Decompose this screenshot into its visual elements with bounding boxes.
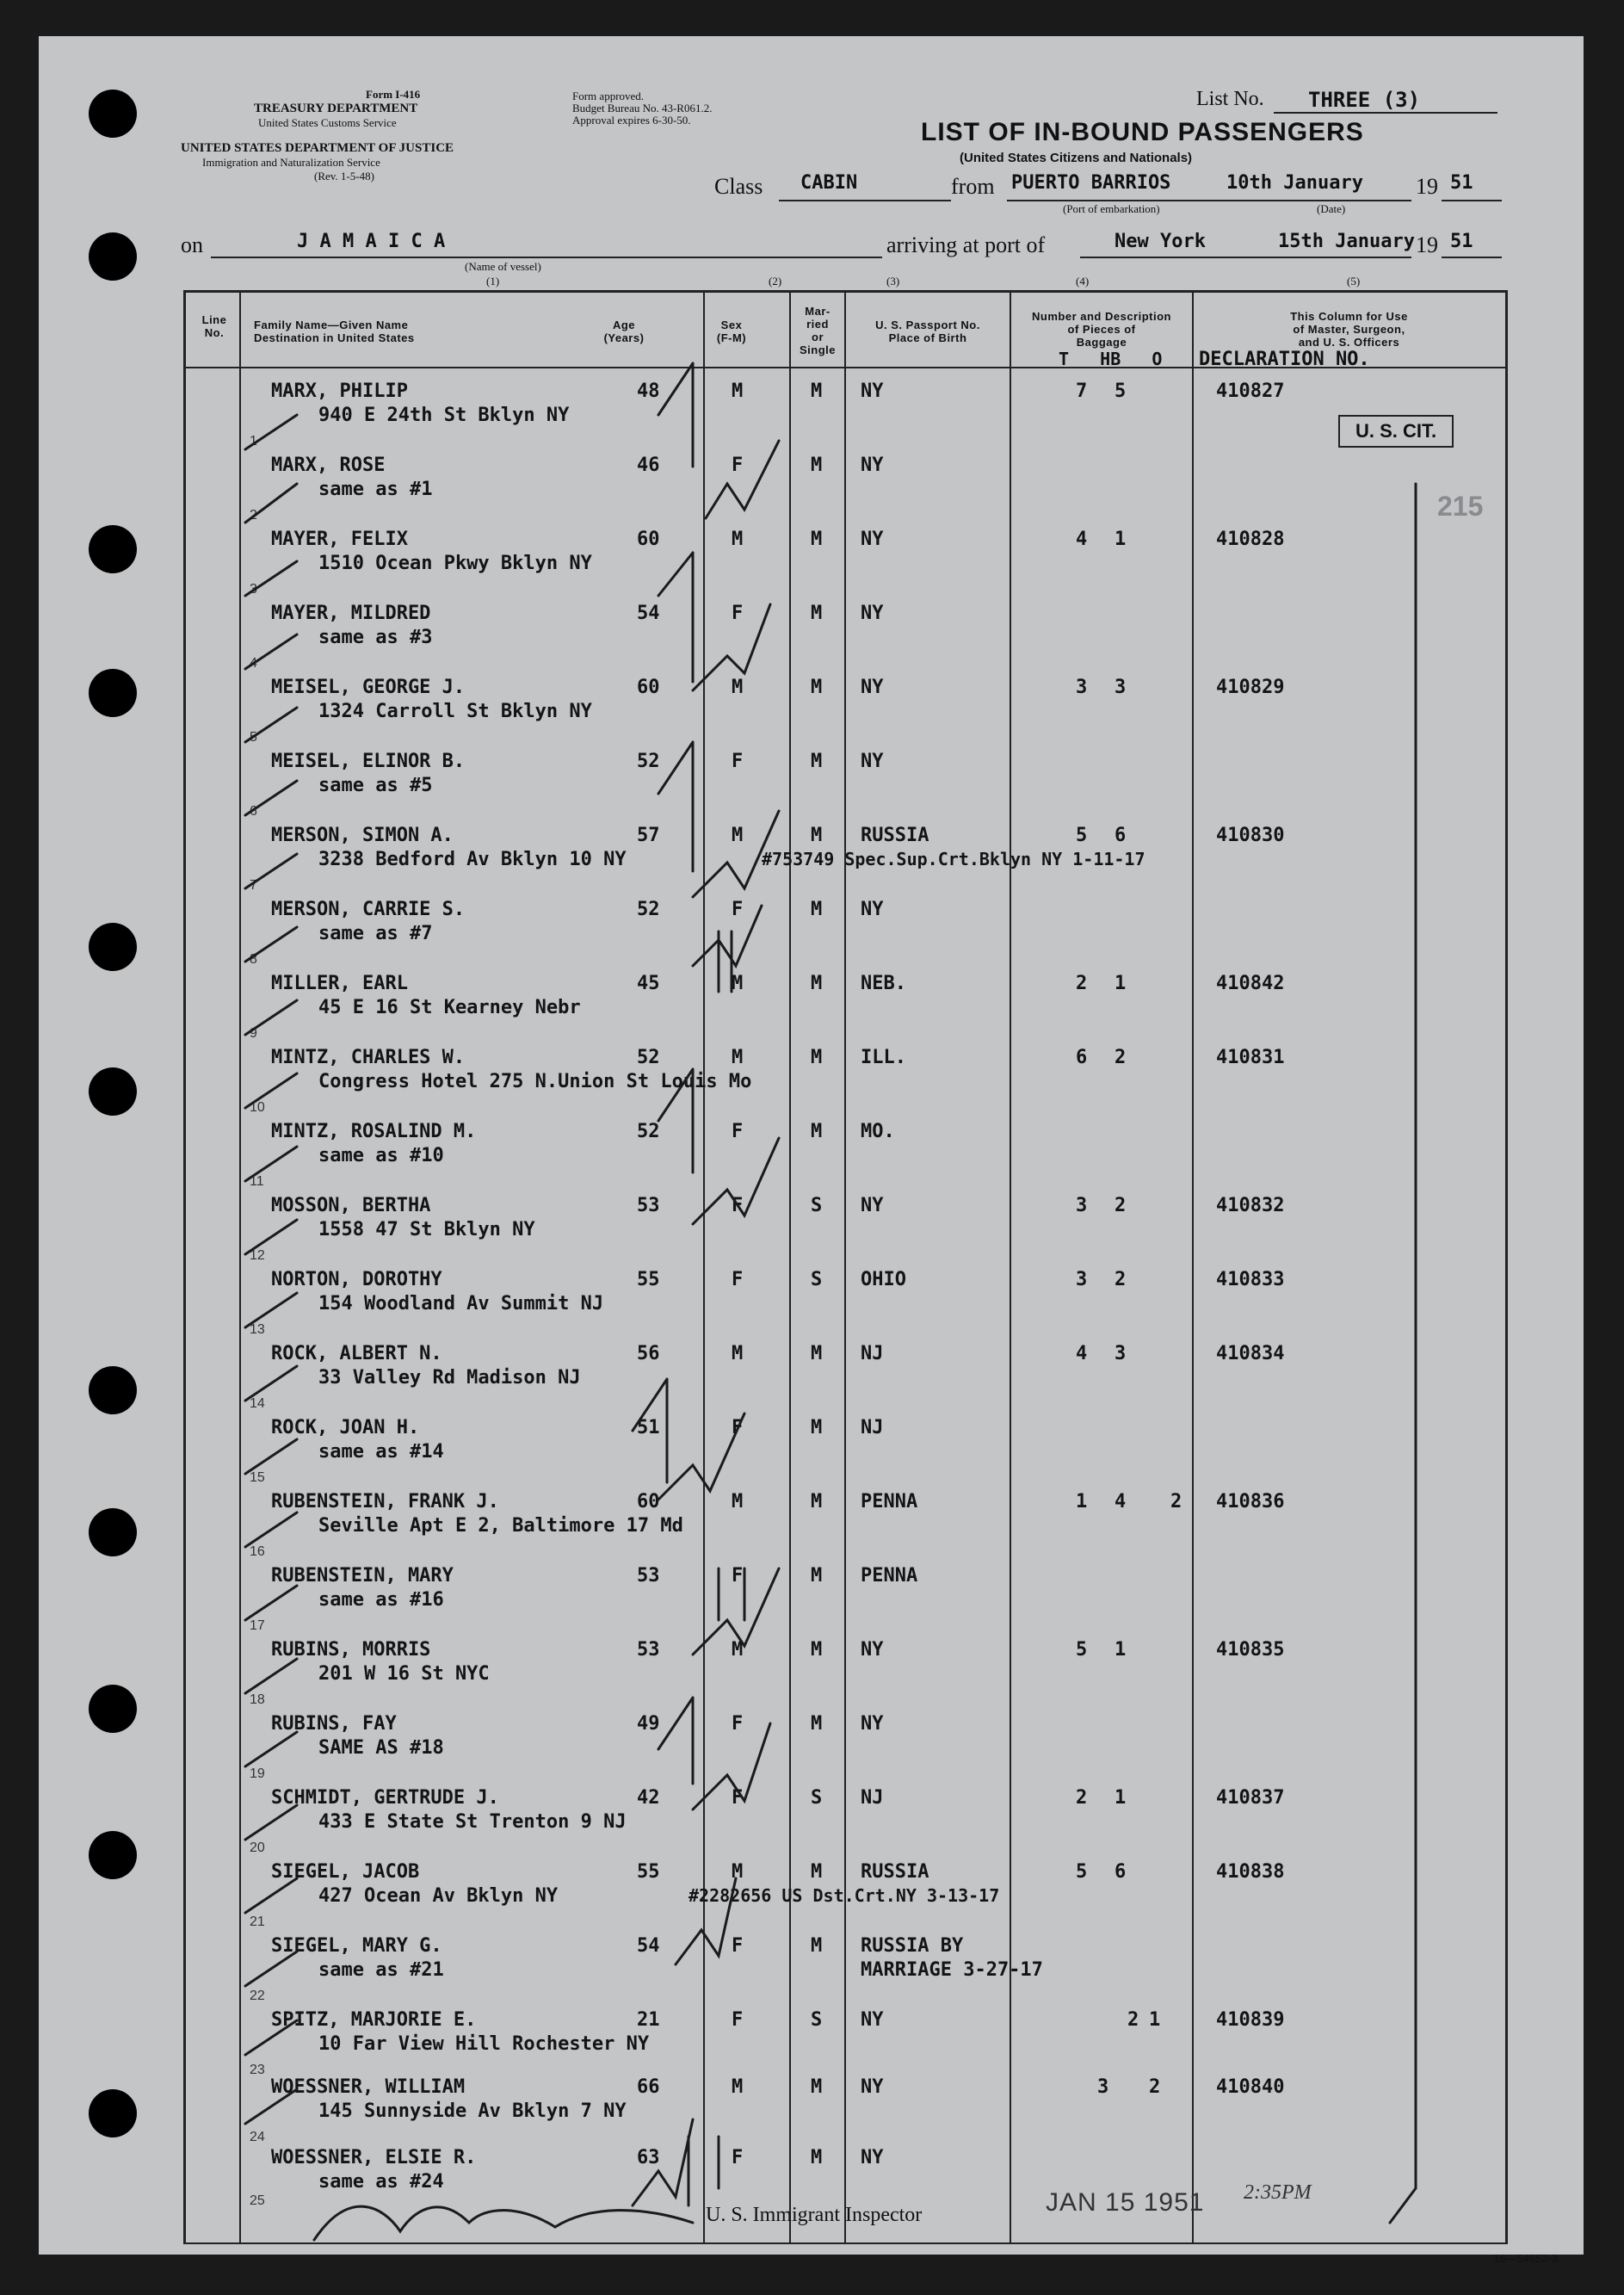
line-number: 21 xyxy=(250,1915,265,1929)
passenger-name: RUBENSTEIN, FRANK J. xyxy=(271,1491,499,1512)
header-declaration: DECLARATION NO. xyxy=(1199,349,1370,370)
passenger-sex: F xyxy=(732,1195,744,1216)
place-of-birth: RUSSIA BY xyxy=(861,1935,964,1957)
line-number: 8 xyxy=(250,952,257,967)
passenger-sex: M xyxy=(732,825,744,846)
baggage-o: 1 xyxy=(1149,2009,1161,2031)
passenger-name: MINTZ, CHARLES W. xyxy=(271,1047,466,1068)
naturalization-record: #753749 Spec.Sup.Crt.Bklyn NY 1-11-17 xyxy=(762,849,1145,869)
passenger-age: 52 xyxy=(637,1047,660,1068)
passenger-sex: M xyxy=(732,973,744,994)
passenger-marital: M xyxy=(811,973,823,994)
line-number: 25 xyxy=(250,2193,265,2208)
passenger-name: MAYER, FELIX xyxy=(271,529,408,550)
passenger-name: RUBINS, FAY xyxy=(271,1713,397,1735)
line-number: 24 xyxy=(250,2130,265,2144)
passenger-age: 42 xyxy=(637,1787,660,1809)
line-number: 19 xyxy=(250,1766,265,1781)
passenger-marital: M xyxy=(811,751,823,772)
passenger-marital: M xyxy=(811,455,823,476)
baggage-hb: 4 xyxy=(1076,1343,1088,1364)
passenger-destination: 940 E 24th St Bklyn NY xyxy=(318,405,570,426)
passenger-sex: M xyxy=(732,1861,744,1883)
passenger-marital: M xyxy=(811,2147,823,2168)
passenger-destination: same as #7 xyxy=(318,923,433,944)
header-officers: This Column for Use of Master, Surgeon, and U. S. Officers xyxy=(1290,310,1408,349)
passenger-marital: M xyxy=(811,1565,823,1587)
passenger-age: 54 xyxy=(637,1935,660,1957)
baggage-hb: 3 xyxy=(1076,677,1088,698)
col-num-3: (3) xyxy=(886,275,900,288)
passenger-sex: F xyxy=(732,1935,744,1957)
passenger-age: 46 xyxy=(637,455,660,476)
naturalization-record: #2282656 US Dst.Crt.NY 3-13-17 xyxy=(689,1885,1000,1906)
place-of-birth: NY xyxy=(861,677,884,698)
passenger-sex: F xyxy=(732,2147,744,2168)
passenger-destination: same as #21 xyxy=(318,1959,444,1981)
dept-treasury: TREASURY DEPARTMENT xyxy=(254,102,418,115)
arrival-port: New York xyxy=(1115,231,1206,252)
passenger-name: SCHMIDT, GERTRUDE J. xyxy=(271,1787,499,1809)
declaration-no: 410828 xyxy=(1216,529,1285,550)
header-baggage: Number and Description of Pieces of Baggage xyxy=(1032,310,1171,349)
passenger-destination: 3238 Bedford Av Bklyn 10 NY xyxy=(318,849,627,870)
line-number: 9 xyxy=(250,1026,257,1041)
header-name: Family Name—Given Name Destination in United States xyxy=(254,319,415,344)
passenger-sex: M xyxy=(732,677,744,698)
line-number: 6 xyxy=(250,804,257,819)
passenger-sex: F xyxy=(732,1417,744,1438)
passenger-marital: M xyxy=(811,1861,823,1883)
year-prefix-2: 19 xyxy=(1416,232,1438,257)
class-label: Class xyxy=(714,174,763,199)
passenger-marital: M xyxy=(811,2076,823,2098)
passenger-name: MEISEL, ELINOR B. xyxy=(271,751,466,772)
passenger-marital: M xyxy=(811,825,823,846)
place-of-birth: NEB. xyxy=(861,973,906,994)
passenger-age: 63 xyxy=(637,2147,660,2168)
passenger-destination: same as #5 xyxy=(318,775,433,796)
passenger-age: 53 xyxy=(637,1195,660,1216)
passenger-marital: M xyxy=(811,1121,823,1142)
place-of-birth: NY xyxy=(861,1713,884,1735)
passenger-name: ROCK, ALBERT N. xyxy=(271,1343,442,1364)
declaration-no: 410840 xyxy=(1216,2076,1285,2098)
passenger-destination: same as #16 xyxy=(318,1589,444,1611)
col-num-5: (5) xyxy=(1347,275,1361,288)
place-of-birth: MO. xyxy=(861,1121,895,1142)
line-number: 15 xyxy=(250,1470,265,1485)
place-of-birth: NY xyxy=(861,1195,884,1216)
passenger-age: 53 xyxy=(637,1565,660,1587)
passenger-sex: F xyxy=(732,899,744,920)
passenger-name: RUBINS, MORRIS xyxy=(271,1639,431,1661)
passenger-destination: 201 W 16 St NYC xyxy=(318,1663,490,1685)
passenger-sex: F xyxy=(732,603,744,624)
year-prefix: 19 xyxy=(1416,174,1438,199)
line-number: 4 xyxy=(250,656,257,671)
place-of-birth: NY xyxy=(861,603,884,624)
passenger-age: 52 xyxy=(637,899,660,920)
line-number: 23 xyxy=(250,2063,265,2077)
dept-justice: UNITED STATES DEPARTMENT OF JUSTICE xyxy=(181,141,454,155)
passenger-name: SIEGEL, MARY G. xyxy=(271,1935,442,1957)
declaration-no: 410832 xyxy=(1216,1195,1285,1216)
passenger-name: MERSON, SIMON A. xyxy=(271,825,454,846)
passenger-name: WOESSNER, WILLIAM xyxy=(271,2076,466,2098)
place-of-birth: OHIO xyxy=(861,1269,906,1290)
place-of-birth: NJ xyxy=(861,1787,884,1809)
passenger-age: 54 xyxy=(637,603,660,624)
line-number: 20 xyxy=(250,1840,265,1855)
baggage-o: 3 xyxy=(1115,677,1127,698)
passenger-sex: F xyxy=(732,1713,744,1735)
line-number: 17 xyxy=(250,1618,265,1633)
place-of-birth: ILL. xyxy=(861,1047,906,1068)
place-of-birth: PENNA xyxy=(861,1491,918,1512)
passenger-marital: S xyxy=(811,1195,823,1216)
baggage-o: 2 xyxy=(1170,1491,1182,1512)
passenger-destination: Seville Apt E 2, Baltimore 17 Md xyxy=(318,1515,683,1537)
place-of-birth: NJ xyxy=(861,1417,884,1438)
place-of-birth: NY xyxy=(861,529,884,550)
passenger-sex: F xyxy=(732,1787,744,1809)
line-number: 10 xyxy=(250,1100,265,1115)
passenger-marital: M xyxy=(811,1639,823,1661)
declaration-no: 410833 xyxy=(1216,1269,1285,1290)
place-of-birth: NJ xyxy=(861,1343,884,1364)
passenger-marital: M xyxy=(811,529,823,550)
year-value: 51 xyxy=(1450,172,1473,194)
passenger-sex: F xyxy=(732,1121,744,1142)
us-citizen-stamp: U. S. CIT. xyxy=(1338,415,1454,448)
baggage-o: 6 xyxy=(1115,825,1127,846)
place-of-birth: NY xyxy=(861,2147,884,2168)
place-of-birth: NY xyxy=(861,899,884,920)
passenger-name: RUBENSTEIN, MARY xyxy=(271,1565,454,1587)
header-baggage-codes: T HB O xyxy=(1059,349,1163,369)
baggage-o: 6 xyxy=(1115,1861,1127,1883)
passenger-sex: M xyxy=(732,1639,744,1661)
line-number: 1 xyxy=(250,434,257,448)
header-line-no: Line No. xyxy=(201,313,227,339)
page-title: LIST OF IN-BOUND PASSENGERS xyxy=(921,118,1364,146)
list-no-label: List No. xyxy=(1196,88,1264,110)
place-of-birth: PENNA xyxy=(861,1565,918,1587)
passenger-name: ROCK, JOAN H. xyxy=(271,1417,420,1438)
passenger-marital: S xyxy=(811,2009,823,2031)
passenger-name: MINTZ, ROSALIND M. xyxy=(271,1121,477,1142)
place-of-birth: NY xyxy=(861,455,884,476)
date-stamp: JAN 15 1951 xyxy=(1046,2188,1205,2217)
passenger-sex: M xyxy=(732,529,744,550)
baggage-hb: 3 xyxy=(1076,1195,1088,1216)
passenger-age: 45 xyxy=(637,973,660,994)
line-number: 13 xyxy=(250,1322,265,1337)
embarkation-date: 10th January xyxy=(1226,172,1363,194)
vessel-name: J A M A I C A xyxy=(297,231,446,252)
passenger-age: 57 xyxy=(637,825,660,846)
baggage-o: 1 xyxy=(1115,1639,1127,1661)
baggage-hb: 4 xyxy=(1076,529,1088,550)
passenger-destination: 145 Sunnyside Av Bklyn 7 NY xyxy=(318,2100,627,2122)
passenger-age: 49 xyxy=(637,1713,660,1735)
declaration-no: 410831 xyxy=(1216,1047,1285,1068)
place-of-birth: NY xyxy=(861,380,884,402)
date-note: (Date) xyxy=(1317,202,1346,215)
declaration-no: 410834 xyxy=(1216,1343,1285,1364)
baggage-o: 2 xyxy=(1115,1195,1127,1216)
approval-line-2: Budget Bureau No. 43-R061.2. xyxy=(572,102,713,114)
passenger-age: 60 xyxy=(637,529,660,550)
passenger-destination: same as #24 xyxy=(318,2171,444,2193)
line-number: 14 xyxy=(250,1396,265,1411)
header-passport: U. S. Passport No. Place of Birth xyxy=(875,319,980,344)
baggage-hb: 5 xyxy=(1076,1639,1088,1661)
form-code: 16—54652-3 xyxy=(1493,2252,1559,2265)
place-of-birth-continued: MARRIAGE 3-27-17 xyxy=(861,1959,1043,1981)
declaration-no: 410827 xyxy=(1216,380,1285,402)
passenger-marital: M xyxy=(811,1935,823,1957)
declaration-no: 410839 xyxy=(1216,2009,1285,2031)
baggage-hb: 2 xyxy=(1076,1787,1088,1809)
port-of-embarkation: PUERTO BARRIOS xyxy=(1011,172,1171,194)
passenger-name: MARX, ROSE xyxy=(271,455,386,476)
port-embarkation-note: (Port of embarkation) xyxy=(1063,202,1160,215)
approval-line-3: Approval expires 6-30-50. xyxy=(572,114,691,127)
passenger-marital: M xyxy=(811,1047,823,1068)
passenger-sex: M xyxy=(732,380,744,402)
header-married: Mar- ried or Single xyxy=(799,305,836,356)
passenger-destination: same as #1 xyxy=(318,479,433,500)
vessel-note: (Name of vessel) xyxy=(465,260,541,273)
baggage-o: 1 xyxy=(1115,973,1127,994)
line-number: 16 xyxy=(250,1544,265,1559)
place-of-birth: NY xyxy=(861,1639,884,1661)
baggage-hb: 3 xyxy=(1076,1269,1088,1290)
baggage-t: 1 xyxy=(1076,1491,1088,1512)
line-number: 22 xyxy=(250,1989,265,2003)
passenger-marital: M xyxy=(811,1343,823,1364)
declaration-no: 410836 xyxy=(1216,1491,1285,1512)
passenger-destination: 33 Valley Rd Madison NJ xyxy=(318,1367,581,1389)
passenger-name: MEISEL, GEORGE J. xyxy=(271,677,466,698)
col-num-1: (1) xyxy=(486,275,500,288)
passenger-destination: SAME AS #18 xyxy=(318,1737,444,1759)
dept-justice-sub: Immigration and Naturalization Service xyxy=(202,156,380,169)
passenger-age: 52 xyxy=(637,751,660,772)
passenger-age: 60 xyxy=(637,1491,660,1512)
baggage-hb: 3 xyxy=(1097,2076,1109,2098)
col-num-4: (4) xyxy=(1076,275,1090,288)
passenger-name: MERSON, CARRIE S. xyxy=(271,899,466,920)
passenger-name: NORTON, DOROTHY xyxy=(271,1269,442,1290)
header-sex: Sex (F-M) xyxy=(716,319,747,344)
passenger-age: 21 xyxy=(637,2009,660,2031)
declaration-no: 410837 xyxy=(1216,1787,1285,1809)
year-value-2: 51 xyxy=(1450,231,1473,252)
passenger-name: MAYER, MILDRED xyxy=(271,603,431,624)
passenger-name: SPITZ, MARJORIE E. xyxy=(271,2009,477,2031)
baggage-hb: 2 xyxy=(1076,973,1088,994)
passenger-destination: same as #10 xyxy=(318,1145,444,1166)
passenger-age: 48 xyxy=(637,380,660,402)
passenger-sex: F xyxy=(732,2009,744,2031)
passenger-destination: 1324 Carroll St Bklyn NY xyxy=(318,701,592,722)
passenger-name: MARX, PHILIP xyxy=(271,380,408,402)
baggage-hb: 2 xyxy=(1127,2009,1139,2031)
passenger-sex: F xyxy=(732,1565,744,1587)
line-number: 12 xyxy=(250,1248,265,1263)
inspector-label: U. S. Immigrant Inspector xyxy=(706,2204,923,2226)
passenger-sex: F xyxy=(732,1269,744,1290)
approval-line-1: Form approved. xyxy=(572,90,645,102)
declaration-no: 410842 xyxy=(1216,973,1285,994)
baggage-o: 1 xyxy=(1115,529,1127,550)
baggage-hb: 6 xyxy=(1076,1047,1088,1068)
passenger-destination: 45 E 16 St Kearney Nebr xyxy=(318,997,581,1018)
baggage-o: 2 xyxy=(1115,1047,1127,1068)
handwritten-marks xyxy=(39,36,1584,2255)
time-note: 2:35PM xyxy=(1244,2181,1312,2204)
baggage-hb: 5 xyxy=(1076,825,1088,846)
passenger-destination: same as #3 xyxy=(318,627,433,648)
passenger-destination: 1510 Ocean Pkwy Bklyn NY xyxy=(318,553,592,574)
arrival-date: 15th January xyxy=(1278,231,1415,252)
baggage-o: 1 xyxy=(1115,1787,1127,1809)
line-number: 11 xyxy=(250,1174,264,1189)
passenger-age: 52 xyxy=(637,1121,660,1142)
passenger-age: 66 xyxy=(637,2076,660,2098)
baggage-hb: 7 xyxy=(1076,380,1088,402)
passenger-destination: 1558 47 St Bklyn NY xyxy=(318,1219,535,1240)
list-no-value: THREE (3) xyxy=(1308,88,1421,112)
passenger-marital: M xyxy=(811,677,823,698)
passenger-sex: F xyxy=(732,751,744,772)
declaration-no: 410835 xyxy=(1216,1639,1285,1661)
from-label: from xyxy=(951,174,995,199)
declaration-no: 410838 xyxy=(1216,1861,1285,1883)
passenger-marital: M xyxy=(811,1491,823,1512)
dept-treasury-sub: United States Customs Service xyxy=(258,116,397,129)
passenger-destination: Congress Hotel 275 N.Union St Louis Mo xyxy=(318,1071,752,1092)
document-sheet xyxy=(39,36,1584,2265)
on-label: on xyxy=(181,232,203,257)
passenger-name: MOSSON, BERTHA xyxy=(271,1195,431,1216)
passenger-marital: M xyxy=(811,899,823,920)
place-of-birth: NY xyxy=(861,2076,884,2098)
passenger-age: 56 xyxy=(637,1343,660,1364)
arriving-label: arriving at port of xyxy=(886,232,1046,257)
baggage-hb: 4 xyxy=(1115,1491,1127,1512)
line-number: 5 xyxy=(250,730,257,745)
line-number: 2 xyxy=(250,508,257,523)
place-of-birth: RUSSIA xyxy=(861,1861,929,1883)
passenger-sex: M xyxy=(732,1491,744,1512)
declaration-no: 410830 xyxy=(1216,825,1285,846)
line-number: 7 xyxy=(250,878,257,893)
passenger-destination: 10 Far View Hill Rochester NY xyxy=(318,2033,650,2055)
place-of-birth: RUSSIA xyxy=(861,825,929,846)
passenger-sex: F xyxy=(732,455,744,476)
header-age: Age (Years) xyxy=(603,319,645,344)
line-number: 3 xyxy=(250,582,257,597)
passenger-age: 55 xyxy=(637,1861,660,1883)
passenger-marital: M xyxy=(811,380,823,402)
baggage-o: 3 xyxy=(1115,1343,1127,1364)
passenger-age: 60 xyxy=(637,677,660,698)
page-number: 215 xyxy=(1437,491,1484,522)
passenger-age: 53 xyxy=(637,1639,660,1661)
passenger-sex: M xyxy=(732,1343,744,1364)
passenger-name: SIEGEL, JACOB xyxy=(271,1861,420,1883)
baggage-o: 2 xyxy=(1115,1269,1127,1290)
passenger-marital: S xyxy=(811,1269,823,1290)
place-of-birth: NY xyxy=(861,2009,884,2031)
baggage-o: 5 xyxy=(1115,380,1127,402)
passenger-marital: M xyxy=(811,603,823,624)
passenger-sex: M xyxy=(732,2076,744,2098)
baggage-o: 2 xyxy=(1149,2076,1161,2098)
passenger-name: MILLER, EARL xyxy=(271,973,408,994)
page-subtitle: (United States Citizens and Nationals) xyxy=(960,151,1193,165)
declaration-no: 410829 xyxy=(1216,677,1285,698)
passenger-sex: M xyxy=(732,1047,744,1068)
class-value: CABIN xyxy=(800,172,858,194)
passenger-name: WOESSNER, ELSIE R. xyxy=(271,2147,477,2168)
passenger-marital: M xyxy=(811,1713,823,1735)
passenger-age: 51 xyxy=(637,1417,660,1438)
passenger-marital: M xyxy=(811,1417,823,1438)
line-number: 18 xyxy=(250,1692,265,1707)
col-num-2: (2) xyxy=(769,275,782,288)
baggage-hb: 5 xyxy=(1076,1861,1088,1883)
place-of-birth: NY xyxy=(861,751,884,772)
passenger-destination: 427 Ocean Av Bklyn NY xyxy=(318,1885,559,1907)
passenger-destination: 433 E State St Trenton 9 NJ xyxy=(318,1811,627,1833)
revision-date: (Rev. 1-5-48) xyxy=(314,170,374,182)
form-number: Form I-416 xyxy=(366,88,421,101)
passenger-destination: same as #14 xyxy=(318,1441,444,1463)
passenger-age: 55 xyxy=(637,1269,660,1290)
passenger-marital: S xyxy=(811,1787,823,1809)
passenger-destination: 154 Woodland Av Summit NJ xyxy=(318,1293,604,1315)
